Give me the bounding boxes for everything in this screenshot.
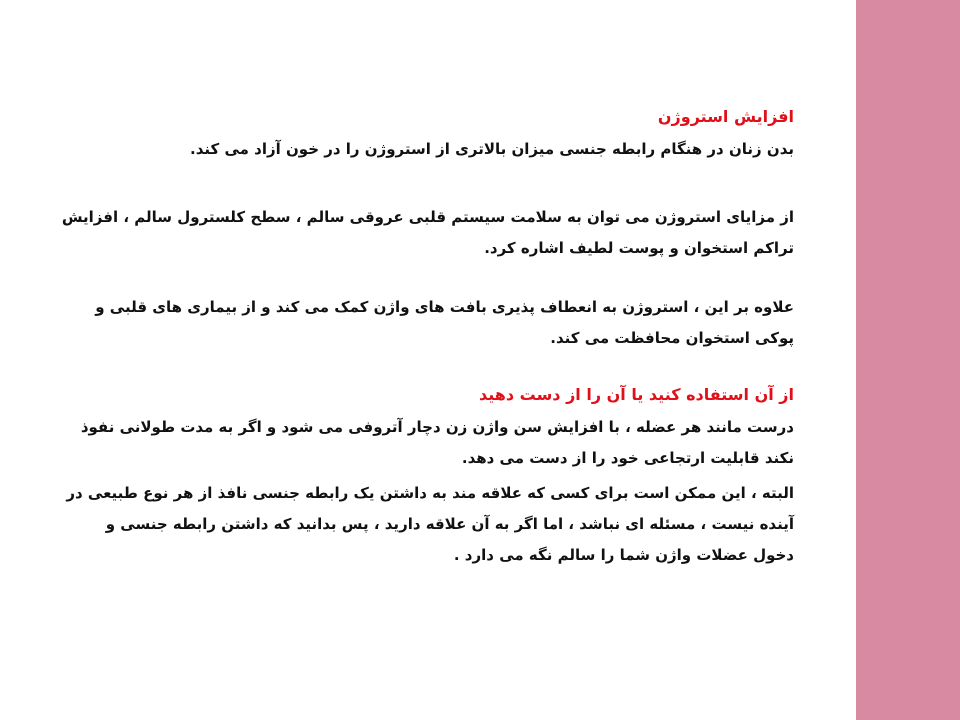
heading-estrogen-increase: افزایش استروژن: [657, 107, 794, 126]
paragraph-keep-healthy: البته ، این ممکن است برای کسی که علاقه مند به داشتن یک رابطه جنسی نافذ از هر نوع طبیعی در آینده نیست ، مسئله ای نباشد ، اما اگر به آن علاقه دارید ، پس بدانید که داشتن رابطه جنسی و دخول عضلات واژن شما را سالم نگه می دارد .: [66, 484, 794, 564]
slide-content: [60, 104, 794, 571]
paragraph-estrogen-release: بدن زنان در هنگام رابطه جنسی میزان بالاتری از استروژن را در خون آزاد می کند.: [190, 140, 794, 158]
decorative-side-band: [856, 0, 960, 720]
heading-use-it-or-lose-it: از آن استفاده کنید یا آن را از دست دهید: [478, 385, 794, 404]
paragraph-estrogen-benefits: از مزایای استروژن می توان به سلامت سیستم قلبی عروقی سالم ، سطح کلسترول سالم ، افزایش تراکم استخوان و پوست لطیف اشاره کرد.: [61, 208, 794, 257]
paragraph-vaginal-elasticity: علاوه بر این ، استروژن به انعطاف پذیری بافت های واژن کمک می کند و از بیماری های قلبی و پوکی استخوان محافظت می کند.: [95, 298, 794, 347]
paragraph-muscle-atrophy: درست مانند هر عضله ، با افزایش سن واژن زن دچار آتروفی می شود و اگر به مدت طولانی نفوذ نکند قابلیت ارتجاعی خود را از دست می دهد.: [80, 418, 794, 467]
